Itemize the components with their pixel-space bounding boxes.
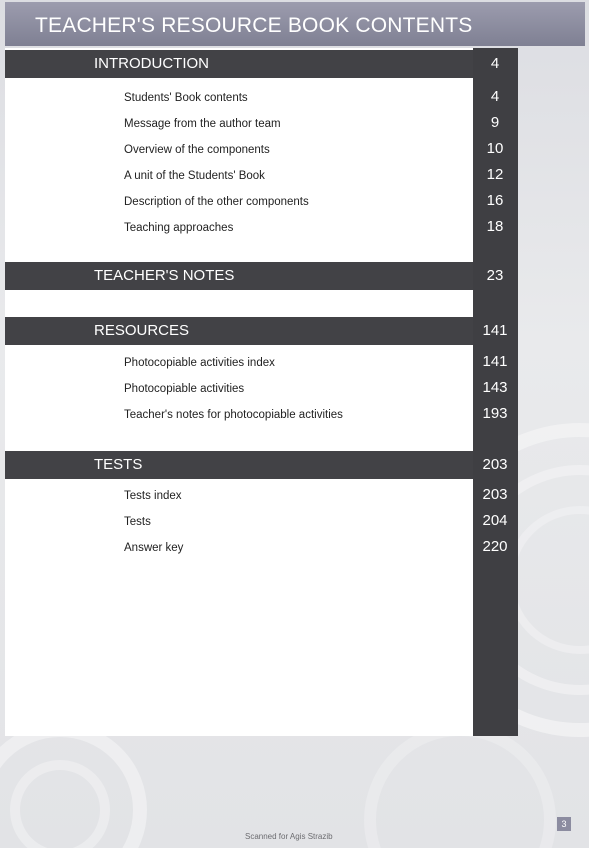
section-band-resources <box>5 317 473 345</box>
toc-item-label: Tests index <box>124 490 182 502</box>
page-title: TEACHER'S RESOURCE BOOK CONTENTS <box>35 14 473 37</box>
toc-item-page: 16 <box>486 192 504 209</box>
toc-item-page: 12 <box>486 166 504 183</box>
section-page-introduction: 4 <box>490 55 500 72</box>
toc-item-label: Photocopiable activities <box>124 383 245 395</box>
toc-item-label: Tests <box>124 516 151 528</box>
toc-item-label: Message from the author team <box>124 118 281 130</box>
section-band-introduction <box>5 50 473 78</box>
header-bar <box>5 2 585 46</box>
section-page-resources: 141 <box>482 322 508 339</box>
deco-ring <box>370 730 550 848</box>
toc-item-page: 220 <box>482 538 508 555</box>
toc-item-label: A unit of the Students' Book <box>124 170 265 182</box>
page-number-badge: 3 <box>557 817 571 831</box>
section-title-resources: RESOURCES <box>94 322 190 339</box>
section-page-teachers-notes: 23 <box>486 267 504 284</box>
toc-item-page: 143 <box>482 379 508 396</box>
deco-ring <box>15 765 105 848</box>
section-page-tests: 203 <box>482 456 508 473</box>
toc-item-page: 204 <box>482 512 508 529</box>
scan-watermark-text: Scanned for Agis Strazib <box>245 832 333 841</box>
toc-item-label: Students' Book contents <box>124 92 248 104</box>
section-title-teachers-notes: TEACHER'S NOTES <box>94 267 235 284</box>
toc-item-page: 203 <box>482 486 508 503</box>
toc-item-page: 9 <box>490 114 500 131</box>
section-title-tests: TESTS <box>94 456 143 473</box>
toc-item-label: Overview of the components <box>124 144 270 156</box>
section-band-tests <box>5 451 473 479</box>
toc-item-label: Answer key <box>124 542 184 554</box>
section-title-introduction: INTRODUCTION <box>94 55 209 72</box>
toc-item-label: Description of the other components <box>124 196 309 208</box>
section-band-teachers-notes <box>5 262 473 290</box>
toc-item-page: 18 <box>486 218 504 235</box>
toc-item-label: Teaching approaches <box>124 222 234 234</box>
toc-item-page: 4 <box>490 88 500 105</box>
toc-item-page: 10 <box>486 140 504 157</box>
toc-item-page: 193 <box>482 405 508 422</box>
toc-item-label: Photocopiable activities index <box>124 357 275 369</box>
toc-item-label: Teacher's notes for photocopiable activities <box>124 409 343 421</box>
deco-ring <box>510 510 589 650</box>
toc-item-page: 141 <box>482 353 508 370</box>
